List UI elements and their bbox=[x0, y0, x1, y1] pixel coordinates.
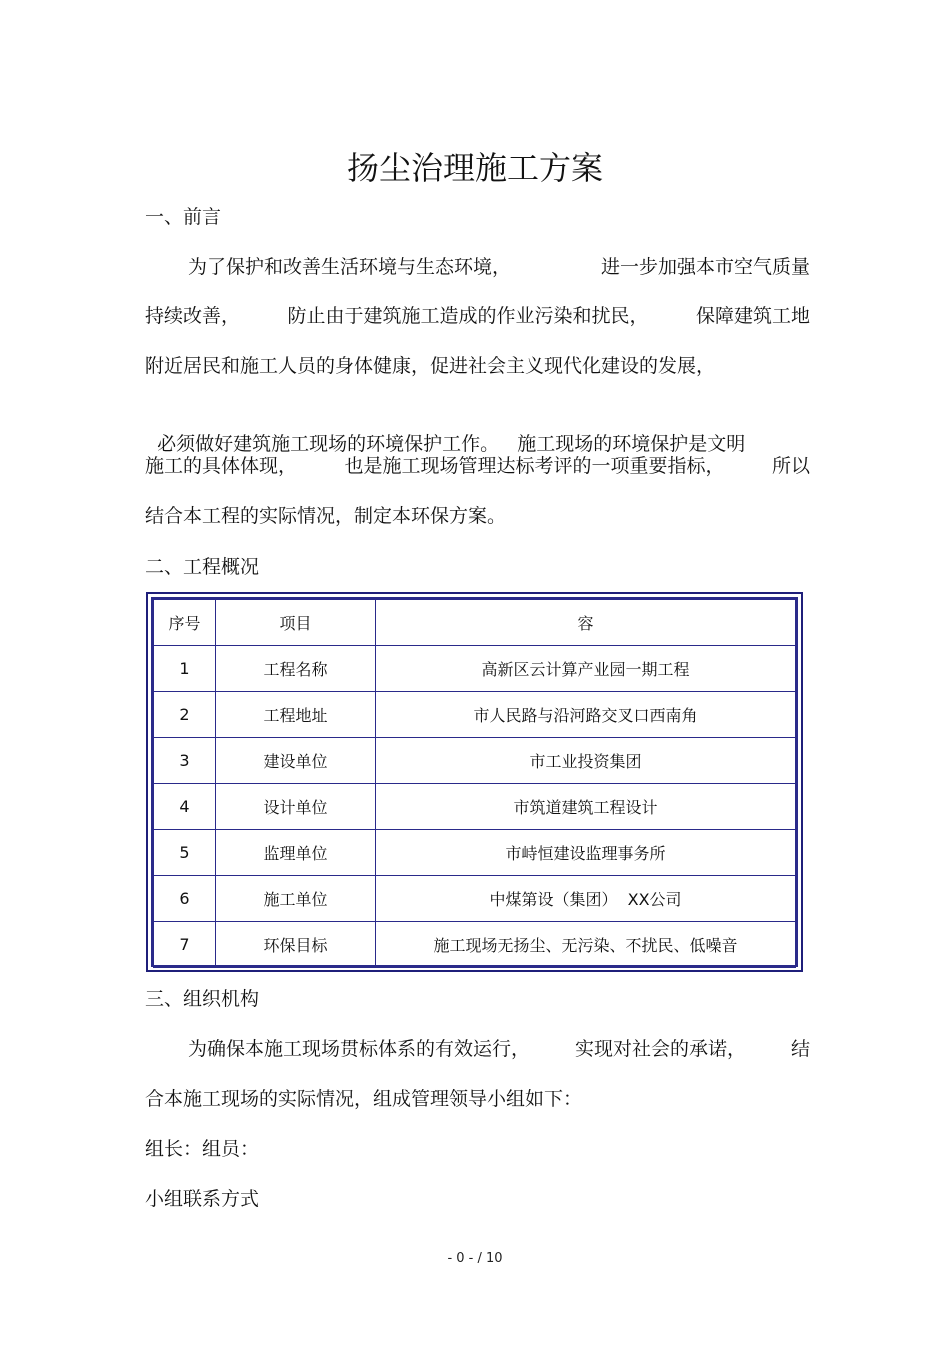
table-cell: 1 bbox=[154, 646, 216, 692]
table-row bbox=[154, 876, 796, 922]
table-row bbox=[154, 922, 796, 968]
table-cell: 4 bbox=[154, 784, 216, 830]
section-heading-overview: 二、工程概况 bbox=[145, 556, 260, 578]
table-cell: 市人民路与沿河路交叉口西南角 bbox=[376, 692, 796, 738]
table-cell: 设计单位 bbox=[216, 784, 376, 830]
project-overview-table bbox=[146, 592, 803, 972]
org-line-1 bbox=[188, 1035, 810, 1063]
table-cell: 市筑道建筑工程设计 bbox=[376, 784, 796, 830]
intro-text: 防止由于建筑施工造成的作业污染和扰民， bbox=[287, 305, 649, 327]
table-header-cell: 容 bbox=[376, 600, 796, 646]
intro-text: 也是施工现场管理达标考评的一项重要指标， bbox=[344, 455, 725, 477]
table-cell: 6 bbox=[154, 876, 216, 922]
intro-line-3: 附近居民和施工人员的身体健康，促进社会主义现代化建设的发展， bbox=[145, 355, 716, 377]
table-cell: 市峙恒建设监理事务所 bbox=[376, 830, 796, 876]
table-cell: 7 bbox=[154, 922, 216, 968]
table-header-row bbox=[154, 600, 796, 646]
table-cell: 环保目标 bbox=[216, 922, 376, 968]
table-row bbox=[154, 784, 796, 830]
page-number: - 0 - / 10 bbox=[447, 1251, 503, 1266]
table-header-cell: 序号 bbox=[154, 600, 216, 646]
intro-line-2 bbox=[145, 302, 810, 330]
table-cell: 工程名称 bbox=[216, 646, 376, 692]
intro-line-6: 结合本工程的实际情况，制定本环保方案。 bbox=[145, 505, 507, 527]
table-cell: 市工业投资集团 bbox=[376, 738, 796, 784]
intro-text: 进一步加强本市空气质量 bbox=[600, 256, 810, 278]
table-header-cell: 项目 bbox=[216, 600, 376, 646]
org-text: 结 bbox=[790, 1038, 810, 1060]
intro-text: 施工的具体体现， bbox=[145, 455, 298, 477]
table-cell: 3 bbox=[154, 738, 216, 784]
intro-line-4 bbox=[145, 402, 810, 458]
table-cell: 施工现场无扬尘、无污染、不扰民、低噪音 bbox=[376, 922, 796, 968]
table-row bbox=[154, 738, 796, 784]
table-cell: 2 bbox=[154, 692, 216, 738]
table-cell: 监理单位 bbox=[216, 830, 376, 876]
table-row bbox=[154, 830, 796, 876]
org-text: 为确保本施工现场贯标体系的有效运行， bbox=[188, 1038, 531, 1060]
table-cell: 施工单位 bbox=[216, 876, 376, 922]
section-heading-preface: 一、前言 bbox=[145, 206, 222, 228]
section-heading-organization: 三、组织机构 bbox=[145, 988, 260, 1010]
intro-text: 施工现场的环境保护是文明 bbox=[517, 433, 746, 455]
table-cell: 中煤第设（集团） XX公司 bbox=[376, 876, 796, 922]
table-cell: 高新区云计算产业园一期工程 bbox=[376, 646, 796, 692]
intro-text: 为了保护和改善生活环境与生态环境， bbox=[188, 256, 512, 278]
intro-text: 所以 bbox=[771, 455, 810, 477]
document-title: 扬尘治理施工方案 bbox=[346, 149, 603, 187]
table-cell: 工程地址 bbox=[216, 692, 376, 738]
table-cell: 5 bbox=[154, 830, 216, 876]
table-row bbox=[154, 646, 796, 692]
org-line-2: 合本施工现场的实际情况，组成管理领导小组如下： bbox=[145, 1088, 583, 1110]
org-line-3: 组长：组员： bbox=[145, 1138, 260, 1160]
intro-text: 必须做好建筑施工现场的环境保护工作。 bbox=[157, 433, 500, 455]
table-cell: 建设单位 bbox=[216, 738, 376, 784]
intro-line-1 bbox=[188, 253, 810, 281]
table-row bbox=[154, 692, 796, 738]
org-line-4: 小组联系方式 bbox=[145, 1188, 260, 1210]
org-text: 实现对社会的承诺， bbox=[574, 1038, 746, 1060]
intro-line-5 bbox=[145, 452, 810, 480]
intro-text: 保障建筑工地 bbox=[695, 305, 810, 327]
intro-text: 持续改善， bbox=[145, 305, 241, 327]
